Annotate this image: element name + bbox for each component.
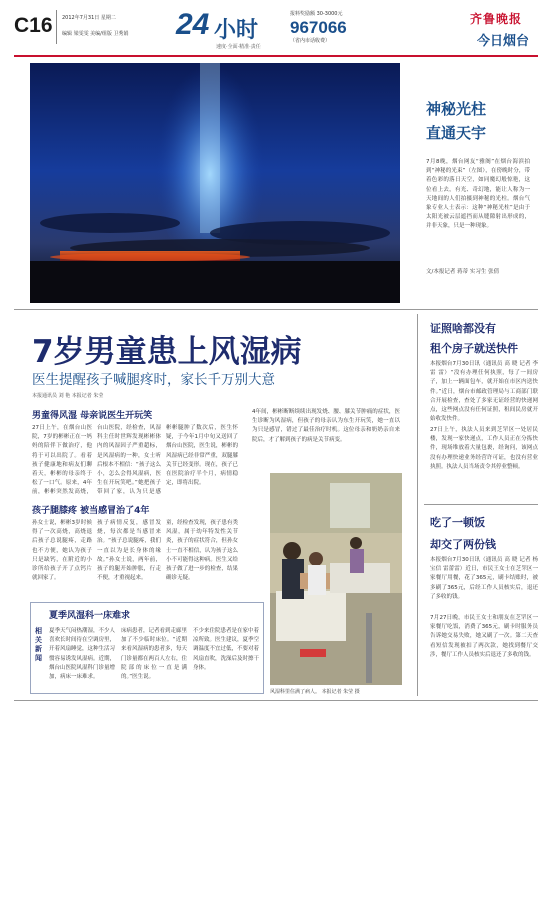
photo-story-credit: 文/本报记者 蒋蒂 实习生 张倩	[426, 269, 500, 275]
sidebar-1-headline-1: 证照啥都没有	[430, 322, 496, 335]
masthead-rule	[14, 55, 538, 57]
related-news-col-b: 床病患者，记者看到走廊里加了不少临时床位。“近期来看风湿病的患者多，每天门诊量都在两百人左右，住院部的床位一直是满的。”医生说。	[121, 628, 187, 681]
related-news-title: 夏季风湿科一床难求	[49, 611, 131, 621]
bottom-rule	[14, 700, 538, 701]
sidebar-1-headline-2: 租个房子就送快件	[430, 342, 518, 355]
sky-photo	[30, 63, 400, 303]
page-number-divider	[56, 10, 57, 44]
editor-line: 编辑 梁雯雯 美编/组版 卫秀娟	[62, 31, 129, 37]
logo-word: 小时	[214, 18, 259, 43]
sidebar-story-1	[424, 316, 540, 501]
logo	[176, 8, 288, 52]
column-rule	[417, 314, 418, 696]
hospital-ward-image	[270, 473, 402, 685]
sec1-col-a: 27日上午，在烟台山医院，7岁的彬彬正在一妈妈的陪伴下做治疗，他将于可以出院了。看着孩子健康地和病友们聊着天，彬彬的母亲终于松了一口气。原来，4年前，彬彬突然发高烧，	[32, 425, 92, 496]
light-pillar-image	[30, 63, 400, 303]
sec2-col-a: 孙女士说，彬彬3岁时候得了一次高烧，高烧退后孩子总说腿疼，走路也不方便，她认为孩子只是缺钙，在附近的小诊所给孩子开了点钙片就回家了。	[32, 520, 92, 582]
sidebar-2-body-b: 7月27日晚，市民王女士和朋友在芝罘区一家餐厅吃饭，消费了365元，刷卡时服务员告诉她交易失败，她又刷了一次。第二天查看短信发现被扣了两次款，她找到餐厅交涉，餐厅工作人员核实后退还了多收的钱。	[430, 615, 538, 658]
sec1-col-b: 台山医院，经检查，风湿科主任时世辉发现彬彬体内的风湿因子严重超标，是风湿病的一种，女士听后根本不相信：“孩子这么小，怎么会得风湿病，医生在开玩笑吧。”她把孩子带回了家，认为只是感	[97, 425, 161, 496]
hotline-number: 967066	[290, 18, 347, 37]
sidebar-story-2	[424, 508, 540, 698]
lead-paragraph: 4年间，彬彬断断续续出现发烧、腰、膝关节肿痛的症状，医生诊断为风湿病，但孩子的母亲认为东生开玩笑，她一直以为只是感冒，错过了最佳治疗时机。这位母亲和奶奶亲自来院后，才了解到孩子的病是关节病变。	[252, 409, 400, 443]
page-number: C16	[14, 14, 53, 37]
hotline-box	[290, 10, 372, 50]
date-line: 2012年7月31日 星期二	[62, 15, 116, 21]
main-headline: 7岁男童患上风湿病	[32, 334, 302, 370]
sec2-col-c: 童，经检查发现，孩子患有类风湿，属于幼年特发性关节炎，孩子的症状符合，但孙女士一直不相信，认为孩子这么小不可能得这种病。医生又给孩子做了进一步的检查，结果确诊无疑。	[166, 520, 238, 582]
photo-story-headline-2: 直通天宇	[426, 124, 487, 142]
sidebar-2-headline-1: 吃了一顿饭	[430, 516, 485, 529]
photo-story-headline-1: 神秘光柱	[426, 100, 487, 118]
sec2-title: 孩子腿膝疼 被当感冒治了4年	[32, 506, 150, 516]
related-news-box	[30, 602, 264, 694]
related-news-col-c: 不少来住院患者是在家中着凉所致。医生建议，夏季空调温度不宜过低，不要对着风扇直吹，洗澡后及时擦干身体。	[193, 628, 259, 671]
sidebar-1-body: 本报烟台7月30日讯（通讯员 高 晓 记者 李 雷 雷）“没有办理任何执照，每了一间房子，加上一辆面包车，就开始在市区内送快件。”近日，烟台市邮政管理局与工商部门联合开展检查，查处了多家无证经营的快递网点，这些网点没有任何证照，租间民房就开始收发快件。	[430, 361, 538, 423]
masthead	[0, 0, 550, 58]
sidebar-2-headline-2: 却交了两份钱	[430, 538, 496, 551]
sec2-col-b: 孩子病情反复，感冒发烧，每次都是当感冒来治。“孩子总说腿疼，我们一直以为是长身体的缘故。”孙女士说，两年前，孩子的腿开始肿胀，行走不便，才重视起来。	[97, 520, 161, 582]
ward-photo	[270, 473, 402, 685]
sidebar-1-body-b: 27日上午，执法人员来到芝罘区一处居民楼，发现一家快递点，工作人员正在分拣快件，现场堆放着大量包裹，经询问，该网点没有办理快递业务经营许可证，也没有营业执照。执法人员当场责令其停业整顿。	[430, 427, 538, 470]
related-news-label: 相关新闻	[35, 627, 42, 662]
photo-story-body: 7月8晚，烟台网友“雅阁”在烟台海滨拍到“神秘的光束”（左图），在傍晚时分，带着色彩的落日天空，如同魔幻般惊艳，这位看上去，有光、奇幻地，能让人称为一天地间的人们拍摄到神秘的光柱。烟台气象专业人士表示：这种“神秘光柱”是由于太阳光被云层遮挡而从缝隙射出形成的，并非天象，只是一种现象。	[426, 159, 530, 230]
sidebar-2-body: 本报烟台7月30日讯（通讯员 高 晓 记者 杨宝信 雷蕾雷）近日，市民王女士在芝罘区一家餐厅用餐，花了365元，刷卡结账时，被多刷了365元，后经工作人员核实后，退还了多收的钱。	[430, 557, 538, 600]
main-byline: 本报通讯员 刘 艳 本报记者 朱莹	[32, 393, 104, 399]
hotline-sub: （省内市话收费）	[290, 38, 331, 44]
related-news-col-a: 夏季天气闷热潮湿，不少人喜欢长时间待在空调房里，开着风扇睡觉，这种生活习惯容易诱发风湿病。近期，烟台山医院风湿科门诊量增加，病床一床难求。	[49, 628, 115, 681]
main-subhead: 医生提醒孩子喊腿疼时，家长千万别大意	[32, 372, 275, 388]
sidebar-rule	[424, 504, 538, 505]
hotline-label: 报料奖励额 30-3000元	[290, 11, 343, 17]
sec1-title: 男童得风湿 母亲说医生开玩笑	[32, 411, 153, 421]
logo-number: 24	[176, 8, 210, 41]
edition-name: 今日烟台	[477, 34, 530, 49]
logo-tagline: 速度·全面·精准·责任	[216, 44, 261, 50]
paper-name: 齐鲁晚报	[470, 12, 523, 26]
ward-photo-caption: 风湿科里住满了病人。 本报记者 朱莹 摄	[270, 689, 360, 695]
sec1-col-c: 彬彬腿肿了数次后，医生怀疑，于今年1月中旬又送回了烟台山医院，医生说，彬彬的风湿病已经非常严重，双腿膝关节已经变形。现在，孩子已在医院治疗半个月，病情稳定，即将出院。	[166, 425, 238, 487]
